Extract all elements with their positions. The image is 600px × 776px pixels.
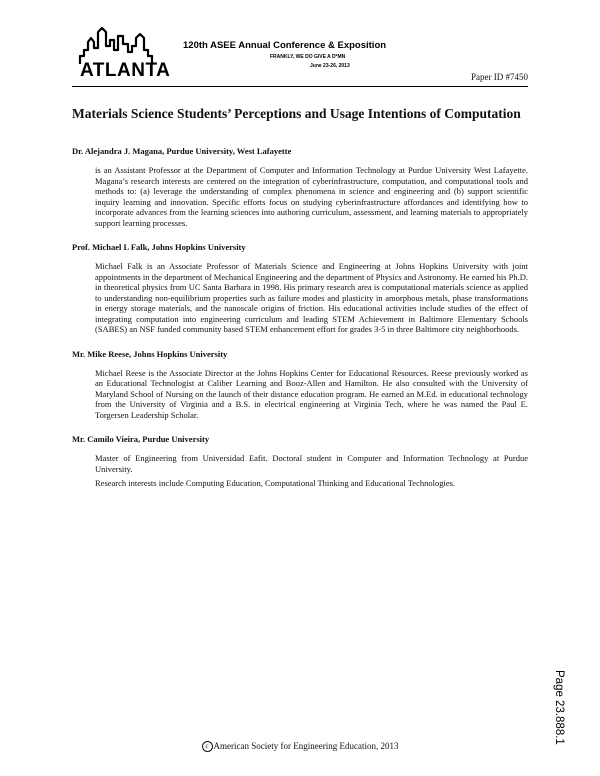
author-name: Mr. Camilo Vieira, Purdue University <box>72 434 210 444</box>
author-block <box>72 242 528 335</box>
author-block <box>72 146 528 228</box>
bio-paragraph: is an Assistant Professor at the Department of Computer and Information Technology at Purdue University West Lafayette. Magana’s research interests are centered on the integration of cyberinfrastructure, computation, and computational tools and methods to: (a) leverage the understanding of complex phenomena in science and engineering and (b) support scientific inquiry learning and innovation. Specific efforts focus on studying cyberinfrastructure affordances and identifying how to incorporate advances from the learning sciences into authoring curriculum, assessment, and learning materials to appropriately support learning processes. <box>95 165 528 228</box>
conference-logo <box>78 26 387 82</box>
paper-id: Paper ID #7450 <box>471 72 528 82</box>
bio-paragraph: Master of Engineering from Universidad Eafit. Doctoral student in Computer and Information Technology at Purdue University. <box>95 453 528 474</box>
author-list <box>72 146 528 503</box>
author-name: Dr. Alejandra J. Magana, Purdue University, West Lafayette <box>72 146 292 156</box>
author-block <box>72 434 528 489</box>
conference-location: FRANKLY, WE DO GIVE A D*MN <box>270 54 346 60</box>
conference-name: 120th ASEE Annual Conference & Exposition <box>183 40 387 51</box>
author-block <box>72 349 528 421</box>
footer-text: American Society for Engineering Education, 2013 <box>213 741 399 751</box>
author-bio <box>95 261 528 335</box>
bio-paragraph: Michael Falk is an Associate Professor of Materials Science and Engineering at Johns Hopkins University with joint appointments in the department of Mechanical Engineering and the department of Physics and Astronomy. He earned his Ph.D. in theoretical physics from UC Santa Barbara in 1998. His primary research area is computational materials science as applied to understanding non-equilibrium properties such as failure modes and plasticity in amorphous metals, phase transformations in energy storage materials, and the nanoscale origins of friction. His educational activities include studies of the effect of integrating computation into engineering curriculum and leading STEM Achievement in Baltimore Elementary Schools (SABES) an NSF funded community based STEM enhancement effort for grades 3-5 in three Baltimore city neighborhoods. <box>95 261 528 334</box>
author-name: Prof. Michael L Falk, Johns Hopkins University <box>72 242 246 252</box>
conference-dates: June 23-26, 2013 <box>310 63 350 69</box>
copyright-icon: c <box>202 741 213 752</box>
footer <box>72 741 528 752</box>
author-bio <box>95 165 528 228</box>
paper-title: Materials Science Students’ Perceptions and Usage Intentions of Computation <box>72 106 521 121</box>
bio-paragraph: Research interests include Computing Education, Computational Thinking and Educational Technologies. <box>95 478 456 488</box>
header-rule <box>72 86 528 87</box>
logo-city-text: ATLANTA <box>80 60 171 81</box>
page-stamp: Page 23.888.1 <box>553 670 565 745</box>
bio-paragraph: Michael Reese is the Associate Director at the Johns Hopkins Center for Educational Resources. Reese previously worked as an Educational Technologist at Caliber Learning and Booz-Allen and Hamilton. He also consulted with the University of Maryland School of Nursing on the launch of their distance education program. He earned an M.Ed. in educational technology from the University of Virginia and a B.S. in electrical engineering at Virginia Tech, where he was named the Paul E. Torgersen Leadership Scholar. <box>95 367 528 420</box>
author-name: Mr. Mike Reese, Johns Hopkins University <box>72 348 228 359</box>
author-bio <box>95 368 528 421</box>
author-bio <box>95 453 528 489</box>
